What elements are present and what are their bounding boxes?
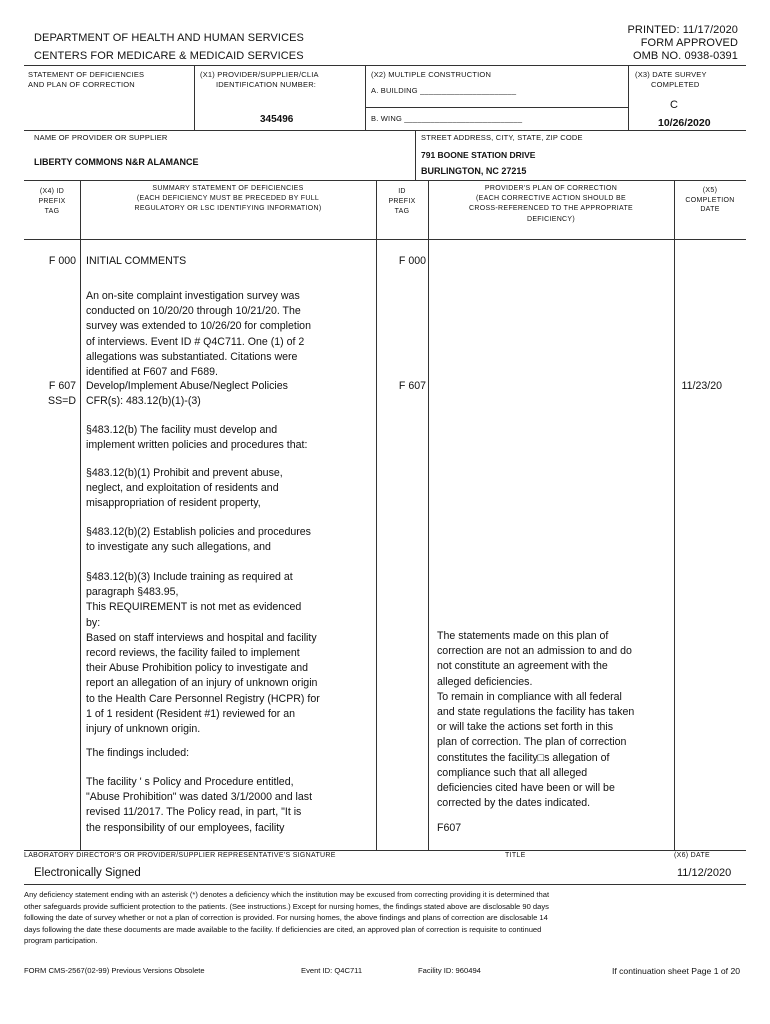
divider-plan	[674, 180, 675, 850]
x2-building: A. BUILDING ______________________	[371, 86, 517, 95]
policy-paragraph: The facility ' s Policy and Procedure entitled, "Abuse Prohibition" was dated 3/1/2000 and last revised 11/2017. The Policy read, in part, "It is the responsibility of our employees, facility	[86, 776, 313, 834]
divider-summary	[376, 180, 377, 850]
signature-date: 11/12/2020	[677, 867, 732, 879]
signature-label: LABORATORY DIRECTOR'S OR PROVIDER/SUPPLIER REPRESENTATIVE'S SIGNATURE	[24, 852, 336, 859]
plan-label-3: CROSS-REFERENCED TO THE APPROPRIATE	[468, 205, 633, 212]
plan-of-correction-text: The statements made on this plan of correction are not an admission to and do not constitute an agreement with the alleged deficiencies. To remain in compliance with all federal and state regulations the facility has taken or will take the actions set forth in this plan of correction. The plan of correction constitutes the facility□s allegation of compliance such that all alleged deficiencies cited have been or will be corrected by the dates indicated.	[437, 630, 635, 810]
x6-date-label: (X6) DATE	[674, 852, 711, 859]
form-number: FORM CMS-2567(02-99) Previous Versions Obsolete	[24, 966, 205, 975]
regulation-483-12b1: §483.12(b)(1) Prohibit and prevent abuse, neglect, and exploitation of residents and misappropriation of resident property,	[86, 467, 283, 510]
x3-label: (X3) DATE SURVEY	[635, 70, 707, 79]
omb-number: OMB NO. 0938-0391	[632, 50, 738, 62]
id-f607: F 607	[398, 380, 426, 392]
statement-label: STATEMENT OF DEFICIENCIES	[28, 70, 145, 79]
completion-date: 11/23/20	[681, 380, 722, 392]
x1-label-2: IDENTIFICATION NUMBER:	[216, 80, 317, 89]
signature-top-border	[24, 850, 746, 851]
address-label: STREET ADDRESS, CITY, STATE, ZIP CODE	[421, 133, 583, 142]
id-label-2: PREFIX	[388, 198, 416, 205]
centers-title: CENTERS FOR MEDICARE & MEDICAID SERVICES	[34, 50, 304, 62]
survey-paragraph: An on-site complaint investigation survey was conducted on 10/20/20 through 10/21/20. The survey was extended to 10/26/20 for completion of interviews. Event ID # Q4C711. One (1) of 2 allegations was substantiated. Citations were identified at F607 and F689.	[86, 290, 311, 379]
id-label: ID	[398, 188, 406, 195]
summary-label-3: REGULATORY OR LSC IDENTIFYING INFORMATION)	[134, 205, 322, 212]
signature-bottom-border	[24, 884, 746, 885]
x2-wing: B. WING ___________________________	[371, 114, 523, 123]
f607-title: Develop/Implement Abuse/Neglect Policies	[86, 380, 288, 392]
event-id: Event ID: Q4C711	[301, 966, 363, 975]
tag-f000: F 000	[48, 255, 76, 267]
summary-label: SUMMARY STATEMENT OF DEFICIENCIES	[152, 185, 304, 192]
regulation-483-12b: §483.12(b) The facility must develop and implement written policies and procedures that:	[86, 424, 308, 452]
columns-top-border	[24, 180, 746, 181]
columns-bottom-border	[24, 239, 746, 240]
divider-prefix	[80, 180, 81, 850]
regulation-483-12b2: §483.12(b)(2) Establish policies and procedures to investigate any such allegations, and	[86, 526, 311, 554]
summary-label-2: (EACH DEFICIENCY MUST BE PRECEDED BY FULL	[136, 195, 320, 202]
provider-name: LIBERTY COMMONS N&R ALAMANCE	[34, 157, 199, 167]
survey-date: 10/26/2020	[658, 117, 711, 129]
x5-label: (X5)	[702, 187, 718, 194]
form-approved: FORM APPROVED	[640, 37, 738, 49]
x5-label-3: DATE	[700, 206, 720, 213]
x2-label: (X2) MULTIPLE CONSTRUCTION	[371, 70, 492, 79]
divider-x3	[628, 65, 629, 130]
divider-id	[428, 180, 429, 850]
regulation-483-12b3: §483.12(b)(3) Include training as required at paragraph §483.95, This REQUIREMENT is not met as evidenced by: Based on staff interviews and hospital and facility record reviews, the facility failed to implement their Abuse Prohibition policy to investigate and report an allegation of an injury of unknown origin to the Health Care Personnel Registry (HCPR) for 1 of 1 resident (Resident #1) reviewed for an injury of unknown origin.	[86, 571, 320, 736]
top-border	[24, 65, 746, 66]
provider-top-border	[24, 130, 746, 131]
f607-cfr: CFR(s): 483.12(b)(1)-(3)	[86, 395, 201, 407]
id-f000: F 000	[398, 255, 426, 267]
initial-comments-heading: INITIAL COMMENTS	[86, 255, 187, 267]
tag-scope-severity: SS=D	[48, 395, 76, 407]
title-label: TITLE	[505, 852, 526, 859]
x2-divider	[365, 107, 628, 108]
x4-label-3: TAG	[44, 208, 60, 215]
signature-value: Electronically Signed	[34, 867, 141, 879]
printed-date: PRINTED: 11/17/2020	[627, 24, 738, 36]
id-label-3: TAG	[394, 208, 410, 215]
statement-label-2: AND PLAN OF CORRECTION	[28, 80, 135, 89]
disclaimer-text: Any deficiency statement ending with an asterisk (*) denotes a deficiency which the institution may be excused from correcting providing it is determined that other safeguards provide sufficient protection to the patients. (See instructions.) Except for nursing homes, the findings stated above are disclosable 90 days following the date of survey whether or not a plan of correction is provided. For nursing homes, the above findings and plans of correction are disclosable 14 days following the date these documents are made available to the facility. If deficiencies are cited, an approved plan of correction is requisite to continued program participation.	[24, 890, 550, 946]
x5-label-2: COMPLETION	[685, 197, 735, 204]
city-state-zip: BURLINGTON, NC 27215	[421, 166, 527, 176]
plan-label-2: (EACH CORRECTIVE ACTION SHOULD BE	[476, 195, 626, 202]
divider-x2	[365, 65, 366, 130]
plan-f607-reference: F607	[437, 822, 462, 834]
page-indicator: If continuation sheet Page 1 of 20	[611, 966, 740, 976]
provider-name-label: NAME OF PROVIDER OR SUPPLIER	[34, 133, 168, 142]
x1-label: (X1) PROVIDER/SUPPLIER/CLIA	[200, 70, 319, 79]
facility-id: Facility ID: 960494	[418, 966, 481, 975]
department-title: DEPARTMENT OF HEALTH AND HUMAN SERVICES	[34, 32, 304, 44]
divider-x1	[194, 65, 195, 130]
x3-letter: C	[670, 99, 678, 111]
street-address: 791 BOONE STATION DRIVE	[421, 150, 536, 160]
provider-number: 345496	[260, 114, 294, 125]
x4-label-2: PREFIX	[38, 198, 66, 205]
plan-label: PROVIDER'S PLAN OF CORRECTION	[484, 185, 618, 192]
x3-label-2: COMPLETED	[651, 80, 700, 89]
findings-heading: The findings included:	[86, 747, 190, 759]
x4-label: (X4) ID	[39, 188, 65, 195]
provider-divider	[415, 130, 416, 180]
plan-label-4: DEFICIENCY)	[526, 216, 576, 223]
tag-f607: F 607	[48, 380, 76, 392]
